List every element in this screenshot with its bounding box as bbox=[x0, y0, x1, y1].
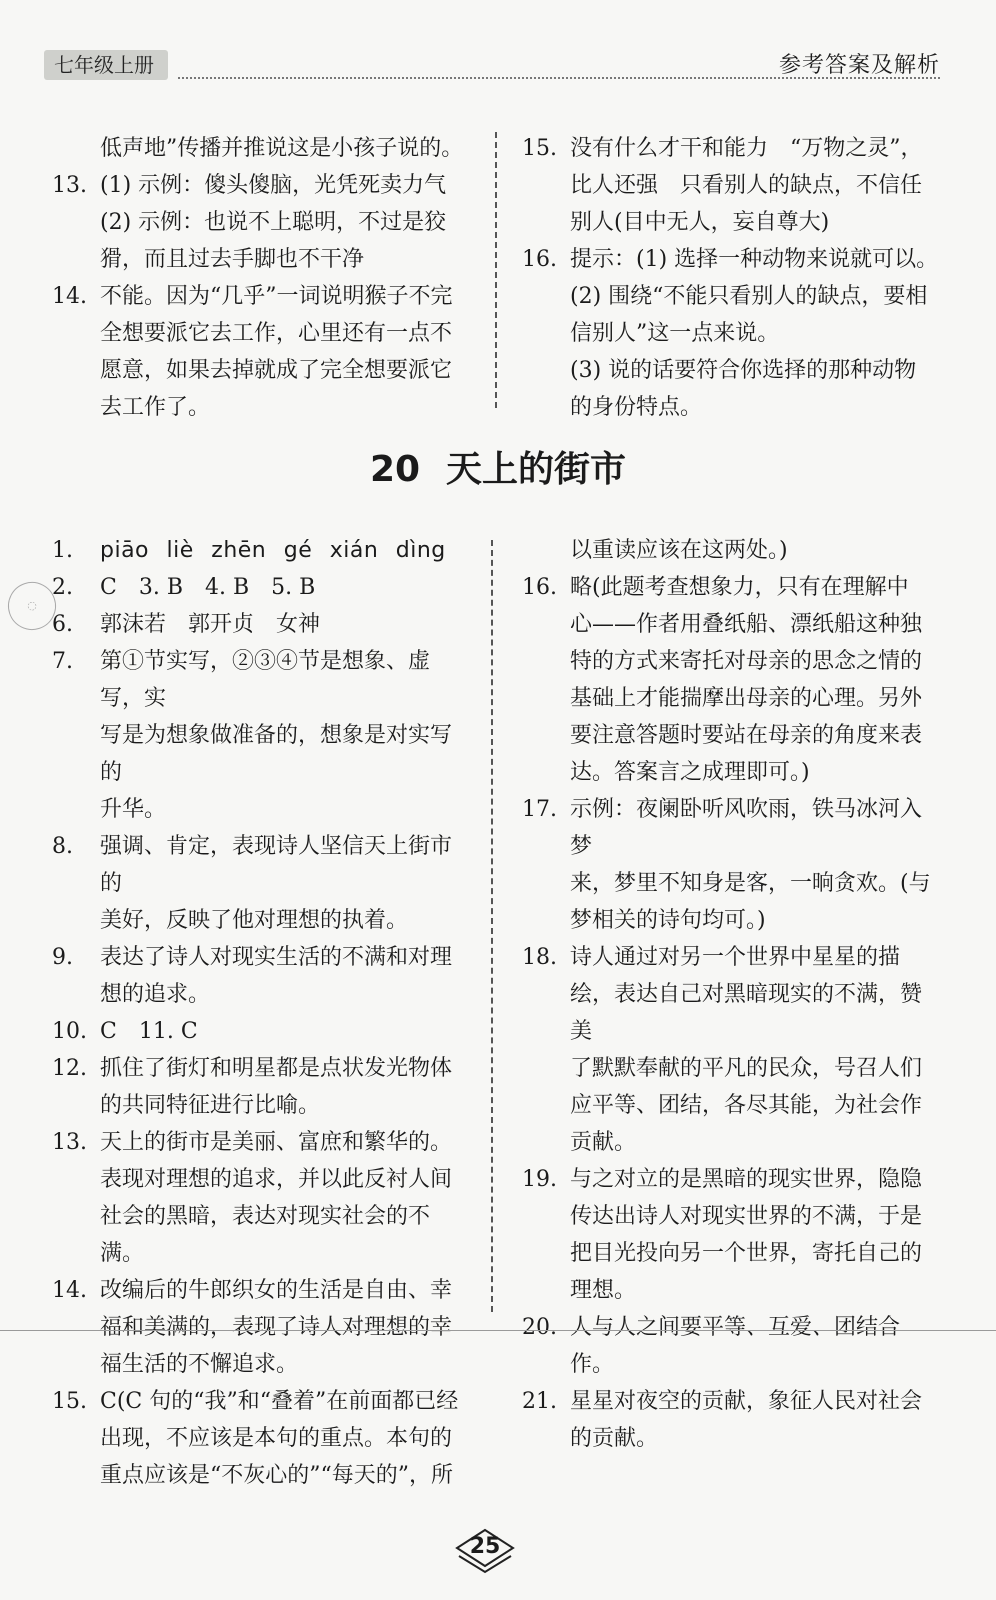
item-number: 13. bbox=[52, 1130, 87, 1155]
faint-stamp-mark: ◌ bbox=[2, 576, 62, 636]
item-text: 愿意，如果去掉就成了完全想要派它 bbox=[100, 358, 453, 383]
item-text: 梦相关的诗句均可。) bbox=[570, 908, 766, 933]
item-text: 重点应该是“不灰心的”“每天的”，所 bbox=[100, 1463, 453, 1488]
list-item-continuation bbox=[522, 902, 942, 939]
item-text: (2) 示例：也说不上聪明，不过是狡 bbox=[100, 210, 447, 235]
list-item-continuation bbox=[52, 315, 472, 352]
list-item-continuation bbox=[52, 717, 472, 791]
item-text: 福生活的不懈追求。 bbox=[100, 1352, 299, 1377]
item-number: 6. bbox=[52, 612, 73, 637]
header-title: 参考答案及解析 bbox=[778, 53, 940, 78]
list-item-continuation bbox=[52, 1087, 472, 1124]
list-item bbox=[52, 939, 472, 976]
item-text: 略(此题考查想象力，只有在理解中 bbox=[570, 575, 909, 600]
item-number bbox=[522, 532, 570, 569]
list-item-continuation bbox=[52, 1346, 472, 1383]
list-item bbox=[52, 278, 472, 315]
list-item-continuation bbox=[522, 1124, 942, 1161]
item-number bbox=[522, 606, 570, 643]
list-item-continuation bbox=[52, 1420, 472, 1457]
item-text: 表现对理想的追求，并以此反衬人间 bbox=[100, 1167, 453, 1192]
item-number bbox=[52, 315, 100, 352]
item-text: 低声地”传播并推说这是小孩子说的。 bbox=[100, 136, 464, 161]
list-item bbox=[522, 791, 942, 865]
item-text: 抓住了街灯和明星都是点状发光物体 bbox=[100, 1056, 453, 1081]
page-number: 25 bbox=[469, 1534, 501, 1559]
list-item-continuation bbox=[522, 1050, 942, 1087]
item-text: 全想要派它去工作，心里还有一点不 bbox=[100, 321, 453, 346]
item-text: 贡献。 bbox=[570, 1130, 637, 1155]
footer-rule bbox=[0, 1330, 996, 1331]
list-item-continuation bbox=[522, 643, 942, 680]
list-item-continuation bbox=[522, 1420, 942, 1457]
list-item-continuation bbox=[52, 1198, 472, 1272]
item-text: 去工作了。 bbox=[100, 395, 211, 420]
item-number: 15. bbox=[522, 136, 557, 161]
item-number bbox=[52, 717, 100, 791]
list-item bbox=[52, 643, 472, 717]
item-number bbox=[522, 902, 570, 939]
list-item bbox=[522, 130, 942, 167]
item-text: 比人还强 只看别人的缺点，不信任 bbox=[570, 173, 923, 198]
list-item bbox=[522, 532, 942, 569]
item-text: 以重读应该在这两处。) bbox=[570, 538, 788, 563]
item-text: (2) 围绕“不能只看别人的缺点，要相 bbox=[570, 284, 928, 309]
list-item bbox=[522, 939, 942, 976]
item-text: 人与人之间要平等、互爱、团结合作。 bbox=[570, 1315, 901, 1377]
item-text: 理想。 bbox=[570, 1278, 637, 1303]
item-number bbox=[522, 1198, 570, 1235]
item-number bbox=[522, 1235, 570, 1272]
item-number bbox=[522, 278, 570, 315]
item-number: 14. bbox=[52, 284, 87, 309]
item-number bbox=[522, 1087, 570, 1124]
item-text: 诗人通过对另一个世界中星星的描 bbox=[570, 945, 901, 970]
item-number bbox=[522, 315, 570, 352]
list-item-continuation bbox=[522, 606, 942, 643]
item-number bbox=[52, 1420, 100, 1457]
list-item bbox=[522, 1383, 942, 1420]
item-number bbox=[522, 865, 570, 902]
list-item-continuation bbox=[52, 241, 472, 278]
list-item-continuation bbox=[522, 754, 942, 791]
bottom-right-column bbox=[522, 532, 942, 1457]
list-item-continuation bbox=[52, 1457, 472, 1494]
item-text: 与之对立的是黑暗的现实世界，隐隐 bbox=[570, 1167, 923, 1192]
grade-label: 七年级上册 bbox=[44, 50, 168, 80]
item-text: (3) 说的话要符合你选择的那种动物 bbox=[570, 358, 917, 383]
item-text: 传达出诗人对现实世界的不满，于是 bbox=[570, 1204, 923, 1229]
item-number bbox=[522, 754, 570, 791]
item-number bbox=[522, 204, 570, 241]
list-item bbox=[52, 167, 472, 204]
list-item-continuation bbox=[52, 791, 472, 828]
item-text: 写是为想象做准备的，想象是对实写的 bbox=[100, 723, 453, 785]
item-number: 12. bbox=[52, 1056, 87, 1081]
list-item bbox=[52, 1050, 472, 1087]
section-name: 天上的街市 bbox=[446, 449, 627, 490]
item-text: 把目光投向另一个世界，寄托自己的 bbox=[570, 1241, 923, 1266]
item-text: C 3. B 4. B 5. B bbox=[100, 575, 316, 600]
list-item-continuation bbox=[522, 717, 942, 754]
list-item-continuation bbox=[522, 204, 942, 241]
item-number bbox=[52, 204, 100, 241]
item-number bbox=[52, 130, 100, 167]
item-text: 心——作者用叠纸船、漂纸船这种独 bbox=[570, 612, 923, 637]
item-number: 20. bbox=[522, 1315, 557, 1340]
item-text: 社会的黑暗，表达对现实社会的不满。 bbox=[100, 1204, 431, 1266]
list-item-continuation bbox=[52, 902, 472, 939]
item-text: C(C 句的“我”和“叠着”在前面都已经 bbox=[100, 1389, 459, 1414]
item-text: 猾，而且过去手脚也不干净 bbox=[100, 247, 365, 272]
item-text: 第①节实写，②③④节是想象、虚写，实 bbox=[100, 649, 431, 711]
list-item-continuation bbox=[52, 1161, 472, 1198]
list-item-continuation bbox=[522, 680, 942, 717]
list-item-continuation bbox=[522, 1198, 942, 1235]
item-number bbox=[52, 791, 100, 828]
item-text: 不能。因为“几乎”一词说明猴子不完 bbox=[100, 284, 453, 309]
item-number bbox=[522, 389, 570, 426]
section-title bbox=[0, 448, 996, 492]
item-number: 15. bbox=[52, 1389, 87, 1414]
item-text: 郭沫若 郭开贞 女神 bbox=[100, 612, 321, 637]
item-number: 10. bbox=[52, 1019, 87, 1044]
list-item bbox=[522, 1161, 942, 1198]
item-text: 的贡献。 bbox=[570, 1426, 659, 1451]
item-text: 升华。 bbox=[100, 797, 167, 822]
list-item bbox=[52, 130, 472, 167]
list-item bbox=[52, 606, 472, 643]
item-number: 16. bbox=[522, 575, 557, 600]
item-text: 了默默奉献的平凡的民众，号召人们 bbox=[570, 1056, 923, 1081]
item-text: 想的追求。 bbox=[100, 982, 211, 1007]
list-item-continuation bbox=[522, 865, 942, 902]
item-text: 出现，不应该是本句的重点。本句的 bbox=[100, 1426, 453, 1451]
item-text: 改编后的牛郎织女的生活是自由、幸 bbox=[100, 1278, 453, 1303]
list-item-continuation bbox=[522, 1235, 942, 1272]
list-item bbox=[52, 828, 472, 902]
list-item bbox=[52, 1272, 472, 1309]
item-text: 基础上才能揣摩出母亲的心理。另外 bbox=[570, 686, 923, 711]
item-number bbox=[52, 1198, 100, 1272]
top-left-column bbox=[52, 130, 472, 426]
list-item-continuation bbox=[522, 315, 942, 352]
item-text: 福和美满的，表现了诗人对理想的幸 bbox=[100, 1315, 453, 1340]
list-item-continuation bbox=[522, 1087, 942, 1124]
item-number bbox=[522, 976, 570, 1050]
list-item-continuation bbox=[52, 389, 472, 426]
item-number bbox=[52, 1087, 100, 1124]
item-text: 提示：(1) 选择一种动物来说就可以。 bbox=[570, 247, 939, 272]
list-item-continuation bbox=[522, 389, 942, 426]
item-number bbox=[52, 976, 100, 1013]
item-text: 天上的街市是美丽、富庶和繁华的。 bbox=[100, 1130, 453, 1155]
item-number bbox=[52, 241, 100, 278]
list-item bbox=[522, 1309, 942, 1383]
list-item-continuation bbox=[522, 352, 942, 389]
item-text: 来，梦里不知身是客，一晌贪欢。(与 bbox=[570, 871, 931, 896]
item-number bbox=[522, 352, 570, 389]
list-item bbox=[52, 1124, 472, 1161]
list-item bbox=[52, 569, 472, 606]
item-text: 表达了诗人对现实生活的不满和对理 bbox=[100, 945, 453, 970]
item-text: 要注意答题时要站在母亲的角度来表 bbox=[570, 723, 923, 748]
item-number bbox=[522, 1050, 570, 1087]
list-item-continuation bbox=[522, 976, 942, 1050]
item-text: 的共同特征进行比喻。 bbox=[100, 1093, 321, 1118]
item-number bbox=[52, 1309, 100, 1346]
list-item-continuation bbox=[52, 976, 472, 1013]
item-number bbox=[522, 643, 570, 680]
top-column-divider bbox=[495, 132, 497, 408]
page-number-badge bbox=[455, 1528, 515, 1576]
item-number bbox=[52, 1457, 100, 1494]
item-number bbox=[52, 902, 100, 939]
top-right-column bbox=[522, 130, 942, 426]
list-item-continuation bbox=[522, 167, 942, 204]
item-number bbox=[522, 1124, 570, 1161]
item-text: 美好，反映了他对理想的执着。 bbox=[100, 908, 409, 933]
item-number: 8. bbox=[52, 834, 73, 859]
item-text: 星星对夜空的贡献，象征人民对社会 bbox=[570, 1389, 923, 1414]
item-number: 21. bbox=[522, 1389, 557, 1414]
item-text: 示例：夜阑卧听风吹雨，铁马冰河入梦 bbox=[570, 797, 923, 859]
list-item bbox=[52, 532, 472, 569]
item-number: 2. bbox=[52, 575, 73, 600]
item-number bbox=[522, 717, 570, 754]
page-header bbox=[0, 0, 996, 90]
item-number: 16. bbox=[522, 247, 557, 272]
item-number bbox=[522, 167, 570, 204]
list-item bbox=[522, 569, 942, 606]
item-text: C 11. C bbox=[100, 1019, 198, 1044]
item-text: 没有什么才干和能力 “万物之灵”， bbox=[570, 136, 923, 161]
bottom-column-divider bbox=[491, 540, 493, 1312]
pinyin-answer: piāo liè zhēn gé xián dìng bbox=[100, 538, 446, 563]
item-number: 18. bbox=[522, 945, 557, 970]
item-text: 别人(目中无人，妄自尊大) bbox=[570, 210, 830, 235]
item-number bbox=[52, 352, 100, 389]
list-item-continuation bbox=[52, 352, 472, 389]
item-number: 17. bbox=[522, 797, 557, 822]
item-number: 1. bbox=[52, 538, 73, 563]
item-number: 19. bbox=[522, 1167, 557, 1192]
item-number: 9. bbox=[52, 945, 73, 970]
list-item bbox=[52, 1013, 472, 1050]
list-item-continuation bbox=[522, 278, 942, 315]
item-text: 特的方式来寄托对母亲的思念之情的 bbox=[570, 649, 923, 674]
item-text: 达。答案言之成理即可。) bbox=[570, 760, 810, 785]
item-text: 信别人”这一点来说。 bbox=[570, 321, 780, 346]
item-text: (1) 示例：傻头傻脑，光凭死卖力气 bbox=[100, 173, 447, 198]
item-number: 7. bbox=[52, 649, 73, 674]
item-number bbox=[522, 680, 570, 717]
list-item-continuation bbox=[52, 1309, 472, 1346]
list-item-continuation bbox=[522, 1272, 942, 1309]
item-number: 13. bbox=[52, 173, 87, 198]
item-text: 的身份特点。 bbox=[570, 395, 703, 420]
item-text: 绘，表达自己对黑暗现实的不满，赞美 bbox=[570, 982, 923, 1044]
item-number: 14. bbox=[52, 1278, 87, 1303]
item-number bbox=[522, 1420, 570, 1457]
item-number bbox=[522, 1272, 570, 1309]
item-number bbox=[52, 1161, 100, 1198]
list-item bbox=[52, 204, 472, 241]
bottom-left-column bbox=[52, 532, 472, 1494]
list-item bbox=[52, 1383, 472, 1420]
item-text: 应平等、团结，各尽其能，为社会作 bbox=[570, 1093, 923, 1118]
item-text: 强调、肯定，表现诗人坚信天上街市的 bbox=[100, 834, 453, 896]
item-number bbox=[52, 389, 100, 426]
list-item bbox=[522, 241, 942, 278]
section-number: 20 bbox=[369, 449, 421, 490]
item-number bbox=[52, 1346, 100, 1383]
